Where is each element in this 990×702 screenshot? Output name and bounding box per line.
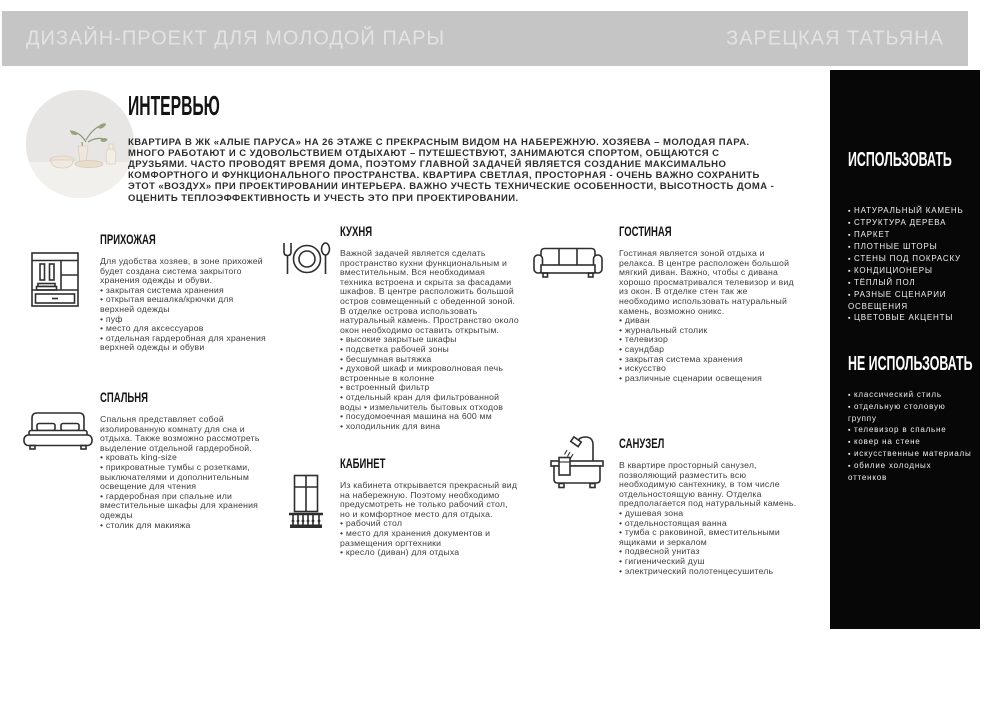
list-item: • прикроватные тумбы с розетками, выключателями и дополнительным освещение для чтения [100, 463, 272, 492]
section-intro: Гостиная является зоной отдыха и релакса. В центре расположен большой мягкий диван. Важно, чтобы с дивана хорошо просматривался телевизор и вид из окон. В отделке стен так же необходимо использовать натуральный камень, возможно оникс. [619, 248, 794, 316]
bed-icon [21, 408, 95, 450]
list-item: • бесшумная вытяжка [340, 355, 520, 365]
header-bar [2, 11, 968, 66]
list-item: • отдельный кран для фильтрованной воды • измельчитель бытовых отходов [340, 393, 520, 412]
sofa-icon [531, 244, 605, 280]
section-living-room [619, 224, 799, 383]
section-intro: Спальня представляет собой изолированную комнату для сна и отдыха. Также возможно рассмотреть выделение отдельной гардеробной. [100, 414, 260, 453]
list-item: • диван [619, 316, 799, 326]
bullet-list [100, 453, 272, 530]
list-item: • место для хранения документов и размещения оргтехники [340, 529, 520, 548]
list-item: • рабочий стол [340, 519, 520, 529]
list-item: • кровать king-size [100, 453, 272, 463]
author-name: ЗАРЕЦКАЯ ТАТЬЯНА [726, 27, 944, 49]
materials-panel [830, 70, 980, 629]
section-intro: В квартире просторный санузел, позволяющий разместить всю необходимую сантехнику, в том числе отдельностоящую ванну. Отделка предполагается под натуральный камень. [619, 460, 797, 509]
section-title: ГОСТИНАЯ [619, 223, 672, 239]
section-kitchen [340, 224, 520, 431]
list-item: ▪ телевизор в спальне [848, 424, 972, 436]
bullet-list [619, 316, 799, 383]
section-title: КАБИНЕТ [340, 455, 386, 471]
list-item: • телевизор [619, 335, 799, 345]
section-intro: Для удобства хозяев, в зоне прихожей будет создана система закрытого хранения одежды и обуви. [100, 256, 263, 286]
list-item: ▪ ПЛОТНЫЕ ШТОРЫ [848, 241, 972, 253]
list-item: • душевая зона [619, 509, 801, 519]
section-title: КУХНЯ [340, 223, 373, 239]
list-item: ▪ ЦВЕТОВЫЕ АКЦЕНТЫ [848, 312, 972, 324]
section-hallway [100, 232, 268, 353]
use-list [848, 205, 972, 324]
list-item: • закрытая система хранения [619, 355, 799, 365]
french-window-icon [288, 474, 324, 532]
section-intro: Важной задачей является сделать пространство кухни функциональным и вместительным. Вся необходимая техника встроена и скрыта за фасадами шкафов. В центре расположить большой остров совмещенный с обеденной зоной. В отделке острова использовать натуральный камень. Пространство около окон необходимо оставить открытым. [340, 248, 519, 335]
list-item: ▪ КОНДИЦИОНЕРЫ [848, 265, 972, 277]
list-item: ▪ классический стиль [848, 389, 972, 401]
tableware-icon [280, 240, 332, 276]
list-item: • гигиенический душ [619, 557, 801, 567]
bullet-list [100, 286, 268, 353]
list-item: • закрытая система хранения [100, 286, 268, 296]
list-item: ▪ отдельную столовую группу [848, 401, 972, 424]
ceramics-still-life-image [26, 90, 134, 198]
bullet-list [340, 335, 520, 431]
list-item: • подвесной унитаз [619, 547, 801, 557]
section-title: СПАЛЬНЯ [100, 389, 148, 405]
list-item: • пуф [100, 315, 268, 325]
section-bedroom [100, 390, 272, 530]
interview-title: ИНТЕРВЬЮ [128, 90, 220, 121]
not-use-list [848, 389, 972, 483]
interview-paragraph: КВАРТИРА В ЖК «АЛЫЕ ПАРУСА» НА 26 ЭТАЖЕ С ПРЕКРАСНЫМ ВИДОМ НА НАБЕРЕЖНУЮ. ХОЗЯЕВА – МОЛОДАЯ ПАРА. МНОГО РАБОТАЮТ И С УДОВОЛЬСТВИЕМ ОТДЫХАЮТ – ПУТЕШЕСТВУЮТ, ЗАНИМАЮТСЯ СПОРТОМ, ОБЩАЮТСЯ С ДРУЗЬЯМИ. ЧАСТО ПРОВОДЯТ ВРЕМЯ ДОМА, ПОЭТОМУ ГЛАВНОЙ ЗАДАЧЕЙ ЯВЛЯЕТСЯ СОЗДАНИЕ МАКСИМАЛЬНО КОМФОРТНОГО И ФУНКЦИОНАЛЬНОГО ПРОСТРАНСТВА. КВАРТИРА СВЕТЛАЯ, ПРОСТОРНАЯ - ОЧЕНЬ ВАЖНО СОХРАНИТЬ ЭТОТ «ВОЗДУХ» ПРИ ПРОЕКТИРОВАНИИ ИНТЕРЬЕРА. ВАЖНО УЧЕСТЬ ТЕХНИЧЕСКИЕ ОСОБЕННОСТИ, ВЫСОТНОСТЬ ДОМА - ОЦЕНИТЬ ТЕПЛОЭФФЕКТИВНОСТЬ И УЧЕСТЬ ЭТО ПРИ ПРОЕКТИРОВАНИИ. [128, 136, 775, 204]
list-item: • тумба с раковиной, вместительными ящиками и зеркалом [619, 528, 801, 547]
bullet-list [619, 509, 801, 576]
list-item: • отдельностоящая ванна [619, 519, 801, 529]
list-item: ▪ НАТУРАЛЬНЫЙ КАМЕНЬ [848, 205, 972, 217]
list-item: • столик для макияжа [100, 521, 272, 531]
list-item: • открытая вешалка/крючки для верхней одежды [100, 295, 268, 314]
section-intro: Из кабинета открывается прекрасный вид на набережную. Поэтому необходимо предусмотреть не только рабочий стол, но и комфортное место для отдыха. [340, 480, 518, 519]
list-item: • журнальный столик [619, 326, 799, 336]
section-title: ПРИХОЖАЯ [100, 231, 156, 247]
list-item: ▪ обилие холодных оттенков [848, 460, 972, 483]
section-study [340, 456, 520, 558]
list-item: ▪ РАЗНЫЕ СЦЕНАРИИ ОСВЕЩЕНИЯ [848, 289, 972, 312]
list-item: ▪ СТРУКТУРА ДЕРЕВА [848, 217, 972, 229]
list-item: • встроенный фильтр [340, 383, 520, 393]
list-item: ▪ СТЕНЫ ПОД ПОКРАСКУ [848, 253, 972, 265]
interior-photo [26, 90, 134, 198]
wardrobe-icon [31, 252, 79, 307]
list-item: • высокие закрытые шкафы [340, 335, 520, 345]
list-item: ▪ ковер на стене [848, 436, 972, 448]
list-item: • отдельная гардеробная для хранения верхней одежды и обуви [100, 334, 268, 353]
list-item: • различные сценарии освещения [619, 374, 799, 384]
list-item: ▪ ПАРКЕТ [848, 229, 972, 241]
list-item: • саундбар [619, 345, 799, 355]
project-title: ДИЗАЙН-ПРОЕКТ ДЛЯ МОЛОДОЙ ПАРЫ [26, 27, 446, 49]
list-item: • электрический полотенцесушитель [619, 567, 801, 577]
list-item: ▪ искусственные материалы [848, 448, 972, 460]
use-title: ИСПОЛЬЗОВАТЬ [848, 149, 952, 171]
list-item: • место для аксессуаров [100, 324, 268, 334]
list-item: • духовой шкаф и микроволновая печь встроенные в колонне [340, 364, 520, 383]
list-item: • искусство [619, 364, 799, 374]
not-use-title: НЕ ИСПОЛЬЗОВАТЬ [848, 353, 973, 375]
section-title: САНУЗЕЛ [619, 435, 665, 451]
list-item: • кресло (диван) для отдыха [340, 548, 520, 558]
list-item: • подсветка рабочей зоны [340, 345, 520, 355]
list-item: ▪ ТЁПЛЫЙ ПОЛ [848, 277, 972, 289]
section-bathroom [619, 436, 801, 576]
bathtub-icon [547, 433, 607, 493]
bullet-list [340, 519, 520, 557]
list-item: • посудомоечная машина на 600 мм [340, 412, 520, 422]
list-item: • холодильник для вина [340, 422, 520, 432]
list-item: • гардеробная при спальне или вместительные шкафы для хранения одежды [100, 492, 272, 521]
